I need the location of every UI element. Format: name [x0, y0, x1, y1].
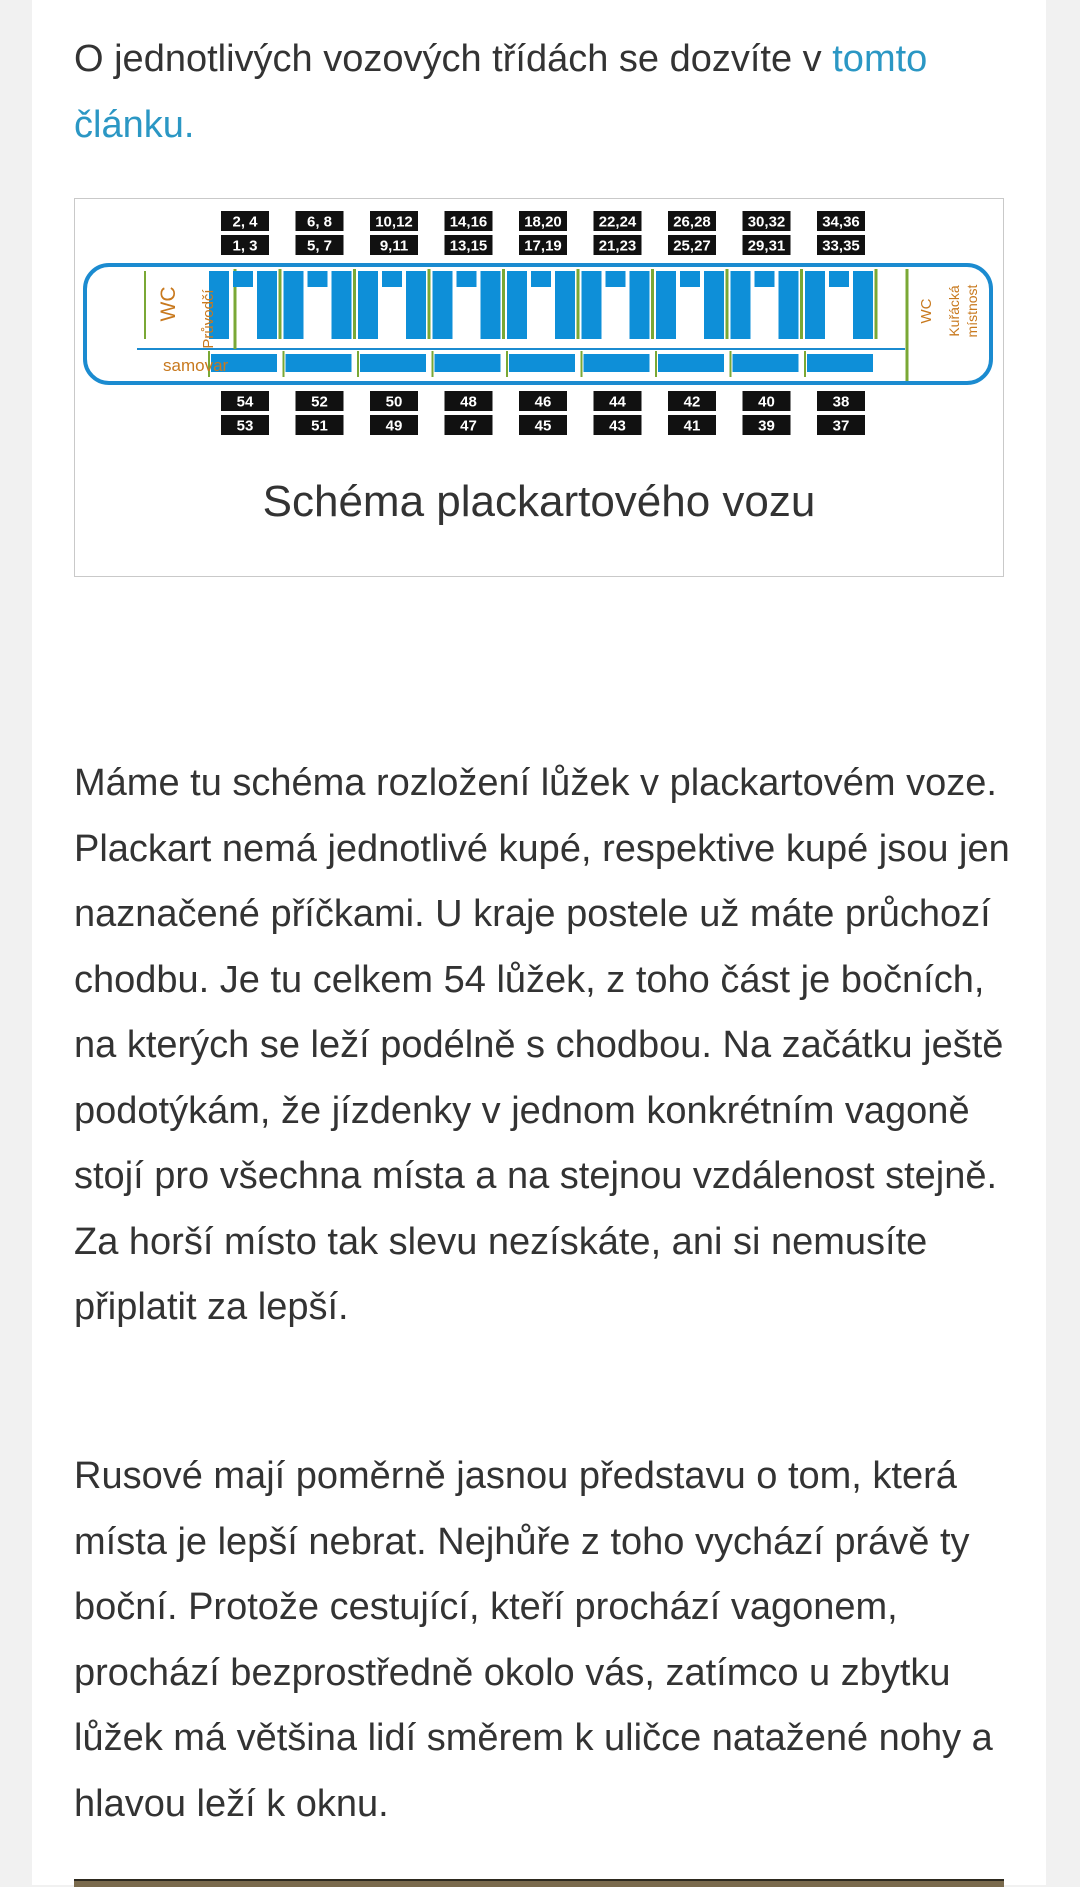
compartment-berth-left — [358, 271, 378, 339]
wc-right-label: WC — [918, 298, 935, 324]
upper-number-bottom: 29,31 — [747, 237, 786, 255]
compartment-berth-left — [284, 271, 304, 339]
lower-number-bottom: 37 — [832, 417, 850, 435]
smoking-room-label-2: místnost — [964, 284, 980, 338]
side-berth — [658, 354, 724, 372]
upper-number-top: 10,12 — [375, 213, 413, 231]
intro-paragraph — [74, 27, 1024, 158]
compartment-table — [606, 271, 626, 287]
lower-berth-numbers — [221, 391, 865, 435]
upper-number-bottom: 1, 3 — [232, 237, 258, 255]
upper-number-top: 14,16 — [449, 213, 488, 231]
lower-number-top: 40 — [758, 393, 775, 411]
lower-number-top: 54 — [236, 393, 254, 411]
compartment-berth-right — [704, 271, 724, 339]
compartment-berth-right — [332, 271, 352, 339]
compartment-table — [680, 271, 700, 287]
lower-number-top: 42 — [683, 393, 701, 411]
upper-number-top: 2, 4 — [232, 213, 258, 231]
lower-number-top: 44 — [609, 393, 626, 411]
upper-number-bottom: 9,11 — [379, 237, 409, 255]
compartment-berth-left — [656, 271, 676, 339]
lower-number-bottom: 41 — [683, 417, 701, 435]
compartment-berth-left — [433, 271, 453, 339]
upper-number-bottom: 13,15 — [449, 237, 488, 255]
compartment-berth-right — [406, 271, 426, 339]
lower-number-top: 46 — [534, 393, 552, 411]
upper-number-bottom: 17,19 — [524, 237, 562, 255]
upper-berth-numbers — [221, 211, 865, 255]
upper-number-bottom: 21,23 — [598, 237, 637, 255]
side-berth — [435, 354, 501, 372]
plackart-car-diagram — [75, 199, 1002, 459]
upper-number-bottom: 33,35 — [822, 237, 860, 255]
lower-number-bottom: 47 — [460, 417, 477, 435]
side-berth — [584, 354, 650, 372]
side-berth — [286, 354, 352, 372]
lower-number-bottom: 51 — [311, 417, 328, 435]
lower-number-top: 48 — [460, 393, 477, 411]
compartment-berth-left — [582, 271, 602, 339]
lower-number-top: 52 — [311, 393, 328, 411]
compartment-berth-left — [507, 271, 527, 339]
compartment-berth-right — [257, 271, 277, 339]
compartment-berth-right — [779, 271, 799, 339]
compartment-berth-right — [853, 271, 873, 339]
upper-number-bottom: 5, 7 — [306, 237, 333, 255]
upper-number-bottom: 25,27 — [673, 237, 711, 255]
paragraph-russians: Rusové mají poměrně jasnou představu o tom, která místa je lepší nebrat. Nejhůře z toho vychází právě ty boční. Protože cestující, kteří prochází vagonem, prochází bezprostředně okolo vás, zatímco u zbytku lůžek má většina lidí směrem k uličce natažené nohy a hlavou leží k oknu. — [74, 1455, 993, 1825]
compartment-table — [457, 271, 477, 287]
intro-text: O jednotlivých vozových třídách se dozvíte v — [74, 38, 833, 80]
lower-number-top: 50 — [385, 393, 403, 411]
samovar-label: samovar — [163, 356, 229, 375]
lower-number-bottom: 39 — [758, 417, 775, 435]
smoking-room-label-1: Kuřácká — [946, 285, 962, 337]
seat-diagram-figure — [74, 198, 1004, 577]
conductor-label: Průvodčí — [200, 289, 217, 349]
lower-number-bottom: 45 — [534, 417, 552, 435]
compartment-berth-left — [805, 271, 825, 339]
upper-number-top: 18,20 — [524, 213, 562, 231]
side-berth — [733, 354, 799, 372]
side-berth — [360, 354, 426, 372]
upper-number-top: 26,28 — [673, 213, 711, 231]
compartment-berth-right — [555, 271, 575, 339]
side-berth — [807, 354, 873, 372]
lower-number-bottom: 49 — [385, 417, 403, 435]
upper-number-top: 22,24 — [598, 213, 637, 231]
upper-number-top: 6, 8 — [306, 213, 333, 231]
compartment-table — [308, 271, 328, 287]
compartment-berth-right — [481, 271, 501, 339]
lower-number-top: 38 — [832, 393, 850, 411]
berths — [209, 269, 876, 377]
compartment-table — [531, 271, 551, 287]
compartment-table — [233, 271, 253, 287]
article-link[interactable]: tomto článku. — [74, 38, 928, 146]
compartment-table — [829, 271, 849, 287]
figure-caption: Schéma plackartového vozu — [262, 477, 816, 526]
upper-number-top: 34,36 — [822, 213, 860, 231]
upper-number-top: 30,32 — [747, 213, 786, 231]
compartment-table — [755, 271, 775, 287]
lower-number-bottom: 53 — [236, 417, 254, 435]
next-image-edge — [74, 1879, 1004, 1887]
paragraph-layout: Máme tu schéma rozložení lůžek v plackartovém voze. Plackart nemá jednotlivé kupé, respektive kupé jsou jen naznačené příčkami. U kraje postele už máte průchozí chodbu. Je tu celkem 54 lůžek, z toho část je bočních, na kterých se leží podélně s chodbou. Na začátku ještě podotýkám, že jízdenky v jednom konkrétním vagoně stojí pro všechna místa a na stejnou vzdálenost stejně. Za horší místo tak slevu nezískáte, ani si nemusíte připlatit za lepší. — [74, 762, 1010, 1328]
compartment-berth-left — [731, 271, 751, 339]
article-page — [32, 0, 1046, 1885]
lower-number-bottom: 43 — [609, 417, 626, 435]
wc-left-label: WC — [157, 286, 180, 322]
side-berth — [509, 354, 575, 372]
compartment-table — [382, 271, 402, 287]
compartment-berth-right — [630, 271, 650, 339]
